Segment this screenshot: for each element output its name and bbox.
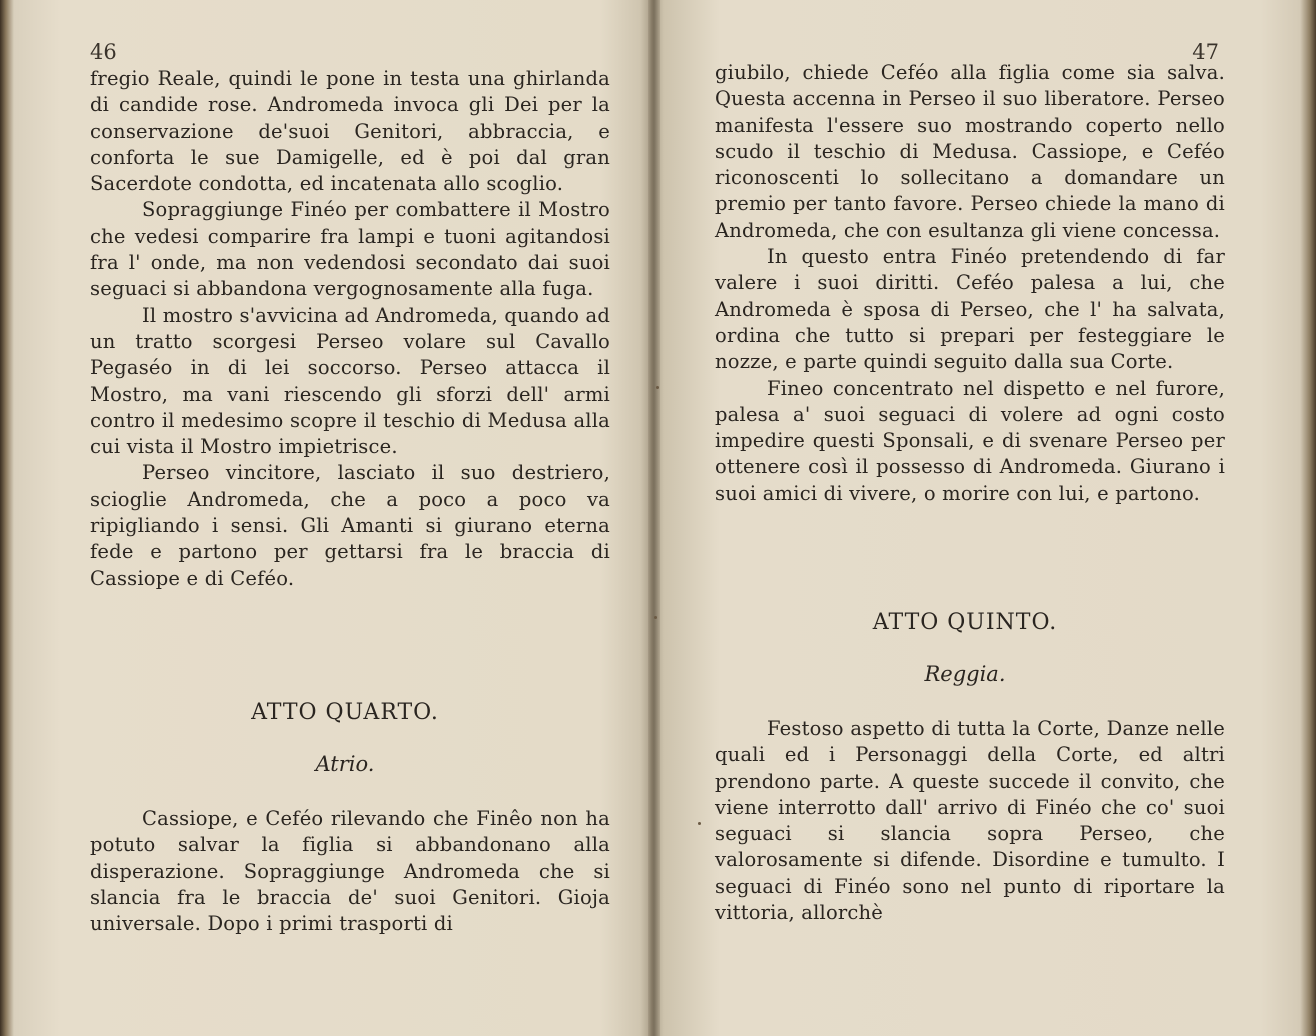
scene-title: Atrio. <box>315 752 375 776</box>
paragraph: Cassiope, e Ceféo rilevando che Finêo non ha potuto salvar la figlia si abbandonano alla disperazione. Sopraggiunge Andromeda che si slancia fra le braccia de' suoi Genitori. Gioja universale. Dopo i primi trasporti di <box>90 807 610 936</box>
paragraph: Festoso aspetto di tutta la Corte, Danze nelle quali ed i Personaggi della Corte, ed altri prendono parte. A queste succede il convito, che viene interrotto dall' arrivo di Finéo che co' suoi seguaci si slancia sopra Perseo, che valorosamente si difende. Disordine e tumulto. I seguaci di Finéo sono nel punto di riportare la vittoria, allorchè <box>715 717 1225 925</box>
left-page <box>80 0 610 1036</box>
paragraph: In questo entra Finéo pretendendo di far valere i suoi diritti. Ceféo palesa a lui, che Andromeda è sposa di Perseo, che l' ha salvata, ordina che tutto si prepari per festeggiare le nozze, e parte quindi seguito dalla sua Corte. <box>715 245 1225 374</box>
book-gutter <box>648 0 660 1036</box>
paragraph: Fineo concentrato nel dispetto e nel furore, palesa a' suoi seguaci di volere ad ogni costo impedire questi Sponsali, e di svenare Perseo per ottenere così il possesso di Andromeda. Giurano i suoi amici di vivere, o morire con lui, e partono. <box>715 376 1225 505</box>
paragraph: giubilo, chiede Ceféo alla figlia come sia salva. Questa accenna in Perseo il suo liberatore. Perseo manifesta l'essere suo mostrando coperto nello scudo il teschio di Medusa. Cassiope, e Ceféo riconoscenti lo sollecitano a domandare un premio per tanto favore. Perseo chiede la mano di Andromeda, che con esultanza gli viene concessa. <box>715 61 1225 242</box>
paper-speck <box>698 822 701 825</box>
right-page <box>705 0 1225 1036</box>
paragraph: Perseo vincitore, lasciato il suo destriero, scioglie Andromeda, che a poco a poco va ripigliando i sensi. Gli Amanti si giurano eterna fede e partono per gettarsi fra le braccia di Cassiope e di Ceféo. <box>90 461 610 590</box>
scene-title: Reggia. <box>924 662 1006 686</box>
act-heading: ATTO QUARTO. <box>251 700 439 725</box>
paragraph: Sopraggiunge Finéo per combattere il Mostro che vedesi comparire fra lampi e tuoni agitandosi fra l' onde, ma non vedendosi secondato dai suoi seguaci si abbandona vergognosamente alla fuga. <box>90 198 610 301</box>
page-number: 47 <box>1192 40 1219 64</box>
paragraph: fregio Reale, quindi le pone in testa una ghirlanda di candide rose. Andromeda invoca gli Dei per la conservazione de'suoi Genitori, abbraccia, e conforta le sue Damigelle, ed è poi dal gran Sacerdote condotta, ed incatenata allo scoglio. <box>90 67 610 196</box>
text-block <box>90 806 610 937</box>
act-heading: ATTO QUINTO. <box>872 610 1058 635</box>
text-block <box>715 716 1225 926</box>
paragraph: Il mostro s'avvicina ad Andromeda, quando ad un tratto scorgesi Perseo volare sul Cavallo Pegaséo in di lei soccorso. Perseo attacca il Mostro, ma vani riescendo gli sforzi dell' armi contro il medesimo scopre il teschio di Medusa alla cui vista il Mostro impietrisce. <box>90 303 610 459</box>
paper-speck <box>656 386 659 389</box>
text-block <box>715 60 1225 507</box>
text-block <box>90 66 610 592</box>
paper-speck <box>654 616 657 619</box>
page-number: 46 <box>90 40 117 64</box>
